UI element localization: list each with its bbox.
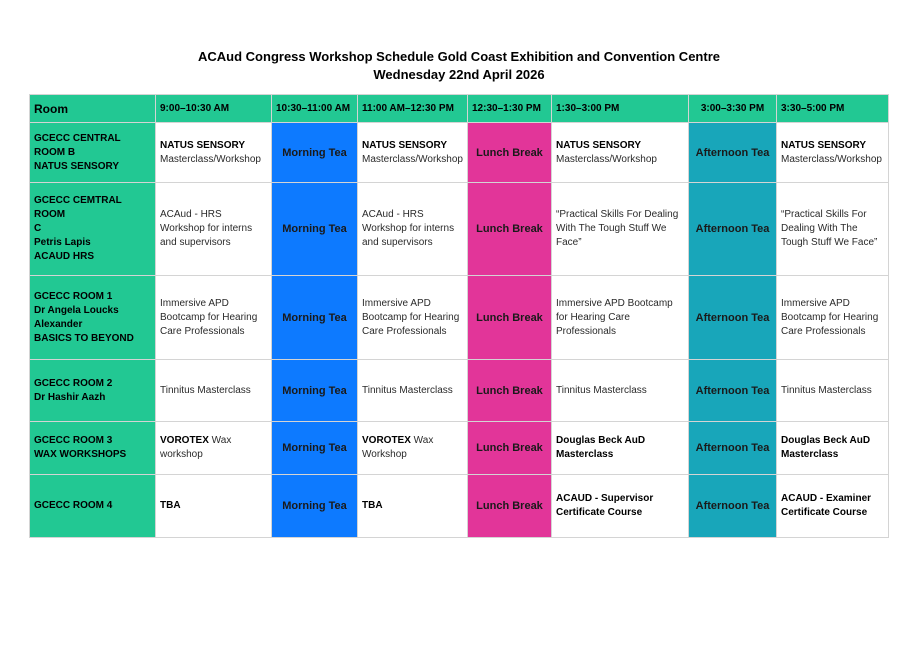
room-line: ACAUD HRS xyxy=(34,251,94,262)
session-cell xyxy=(777,422,889,475)
room-cell xyxy=(30,183,156,276)
session-text: Immersive APD Bootcamp for Hearing Care Professionals xyxy=(160,297,258,337)
session-cell xyxy=(552,475,689,538)
session-text: Immersive APD Bootcamp for Hearing Care Professionals xyxy=(362,297,460,337)
session-cell xyxy=(156,475,272,538)
session-cell xyxy=(777,360,889,422)
morning-tea-cell: Morning Tea xyxy=(272,123,358,183)
morning-tea-cell: Morning Tea xyxy=(272,422,358,475)
session-cell xyxy=(358,183,468,276)
room-line: GCECC CEMTRAL ROOM xyxy=(34,195,122,220)
room-cell xyxy=(30,123,156,183)
afternoon-tea-cell: Afternoon Tea xyxy=(689,276,777,360)
session-title: ACAUD - Supervisor Certificate Course xyxy=(556,493,654,518)
header-slot: 11:00 AM–12:30 PM xyxy=(358,95,468,123)
morning-tea-cell: Morning Tea xyxy=(272,276,358,360)
session-cell xyxy=(358,422,468,475)
session-text: Wax Workshop xyxy=(362,435,434,460)
session-text: Tinnitus Masterclass xyxy=(781,384,872,396)
session-cell xyxy=(777,475,889,538)
session-cell xyxy=(777,183,889,276)
session-title: VOROTEX xyxy=(362,435,411,446)
morning-tea-cell: Morning Tea xyxy=(272,475,358,538)
session-cell xyxy=(156,276,272,360)
session-title: TBA xyxy=(160,500,181,511)
session-cell xyxy=(777,276,889,360)
session-cell xyxy=(358,276,468,360)
room-line: Alexander xyxy=(34,318,83,330)
session-text: Masterclass/Workshop xyxy=(781,153,882,165)
session-text: Tinnitus Masterclass xyxy=(556,384,647,396)
session-text: Immersive APD Bootcamp for Hearing Care Professionals xyxy=(781,297,879,337)
room-cell xyxy=(30,475,156,538)
room-cell xyxy=(30,276,156,360)
afternoon-tea-cell: Afternoon Tea xyxy=(689,475,777,538)
header-slot: 3:30–5:00 PM xyxy=(777,95,889,123)
afternoon-tea-cell: Afternoon Tea xyxy=(689,123,777,183)
session-title: NATUS SENSORY xyxy=(362,139,448,151)
header-slot: 1:30–3:00 PM xyxy=(552,95,689,123)
session-cell xyxy=(552,360,689,422)
header-slot: 12:30–1:30 PM xyxy=(468,95,552,123)
header-row xyxy=(30,95,889,123)
afternoon-tea-cell: Afternoon Tea xyxy=(689,422,777,475)
room-line: Dr Hashir Aazh xyxy=(34,391,106,403)
lunch-break-cell: Lunch Break xyxy=(468,422,552,475)
table-row xyxy=(30,475,889,538)
session-cell xyxy=(156,183,272,276)
room-line: ROOM B xyxy=(34,146,76,158)
room-line: GCECC ROOM 3 xyxy=(34,435,113,446)
room-cell xyxy=(30,422,156,475)
session-cell xyxy=(552,422,689,475)
page-subtitle-date: Wednesday 22nd April 2026 xyxy=(373,67,545,82)
header-room: Room xyxy=(30,95,156,123)
session-text: Immersive APD Bootcamp for Hearing Care Professionals xyxy=(556,297,673,337)
lunch-break-cell: Lunch Break xyxy=(468,276,552,360)
room-line: GCECC ROOM 4 xyxy=(34,500,113,511)
room-line: GCECC ROOM 1 xyxy=(34,290,113,302)
session-text: ACAud - HRS Workshop for interns and supervisors xyxy=(362,209,455,248)
header-slot: 10:30–11:00 AM xyxy=(272,95,358,123)
header-slot: 3:00–3:30 PM xyxy=(689,95,777,123)
room-line: WAX WORKSHOPS xyxy=(34,449,127,460)
page-title: ACAud Congress Workshop Schedule Gold Coast Exhibition and Convention Centre xyxy=(198,49,720,64)
session-text: Tinnitus Masterclass xyxy=(160,384,251,396)
table-row xyxy=(30,276,889,360)
afternoon-tea-cell: Afternoon Tea xyxy=(689,360,777,422)
lunch-break-cell: Lunch Break xyxy=(468,360,552,422)
session-cell xyxy=(358,475,468,538)
session-cell xyxy=(358,123,468,183)
session-cell xyxy=(156,360,272,422)
session-cell xyxy=(552,183,689,276)
session-cell xyxy=(156,422,272,475)
room-cell xyxy=(30,360,156,422)
afternoon-tea-cell: Afternoon Tea xyxy=(689,183,777,276)
room-line: GCECC ROOM 2 xyxy=(34,377,113,389)
room-line: Dr Angela Loucks xyxy=(34,304,119,316)
morning-tea-cell: Morning Tea xyxy=(272,183,358,276)
session-title: NATUS SENSORY xyxy=(781,139,867,151)
room-line: NATUS SENSORY xyxy=(34,160,120,172)
lunch-break-cell: Lunch Break xyxy=(468,123,552,183)
room-line: GCECC CENTRAL xyxy=(34,132,121,144)
session-text: Wax workshop xyxy=(160,435,232,460)
session-cell xyxy=(156,123,272,183)
table-row xyxy=(30,183,889,276)
session-title: VOROTEX xyxy=(160,435,209,446)
room-line: BASICS TO BEYOND xyxy=(34,332,134,344)
session-text: Masterclass/Workshop xyxy=(160,153,261,165)
session-title: TBA xyxy=(362,500,383,511)
session-cell xyxy=(777,123,889,183)
session-cell xyxy=(358,360,468,422)
session-title: Douglas Beck AuD Masterclass xyxy=(781,435,871,460)
room-line: Petris Lapis xyxy=(34,237,91,248)
session-text: ACAud - HRS Workshop for interns and supervisors xyxy=(160,209,253,248)
session-text: Tinnitus Masterclass xyxy=(362,384,453,396)
morning-tea-cell: Morning Tea xyxy=(272,360,358,422)
session-cell xyxy=(552,123,689,183)
table-row xyxy=(30,422,889,475)
session-title: NATUS SENSORY xyxy=(160,139,246,151)
lunch-break-cell: Lunch Break xyxy=(468,183,552,276)
session-title: Douglas Beck AuD Masterclass xyxy=(556,435,646,460)
table-row xyxy=(30,360,889,422)
session-cell xyxy=(552,276,689,360)
lunch-break-cell: Lunch Break xyxy=(468,475,552,538)
table-row xyxy=(30,123,889,183)
session-text: Masterclass/Workshop xyxy=(362,153,463,165)
schedule-table xyxy=(29,94,889,538)
session-title: ACAUD - Examiner Certificate Course xyxy=(781,493,872,518)
session-text: Masterclass/Workshop xyxy=(556,153,657,165)
session-title: NATUS SENSORY xyxy=(556,139,642,151)
header-slot: 9:00–10:30 AM xyxy=(156,95,272,123)
session-text: “Practical Skills For Dealing With The Tough Stuff We Face” xyxy=(781,209,878,248)
session-text: “Practical Skills For Dealing With The Tough Stuff We Face” xyxy=(556,209,679,248)
room-line: C xyxy=(34,223,42,234)
